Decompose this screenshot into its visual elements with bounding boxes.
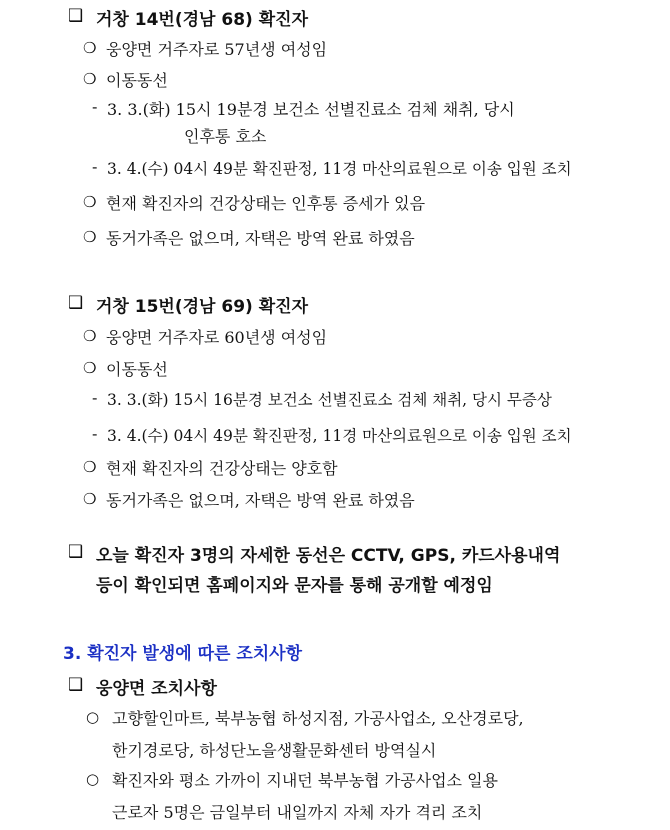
case14-residence: 웅양면 거주자로 57년생 여성임: [106, 40, 328, 59]
notice-line-1: 오늘 확진자 3명의 자세한 동선은 CCTV, GPS, 카드사용내역: [96, 546, 561, 566]
circle-bullet-icon: ❍: [83, 359, 97, 377]
section-3-item-1-line-1: 고향할인마트, 북부농협 하성지점, 가공사업소, 오산경로당,: [112, 709, 524, 728]
circle-bullet-icon: ❍: [83, 458, 97, 476]
circle-bullet-icon: ❍: [83, 70, 97, 88]
section-3-item-1-line-2: 한기경로당, 하성단노을생활문화센터 방역실시: [112, 741, 437, 760]
case15-title: 거창 15번(경남 69) 확진자: [96, 297, 308, 317]
open-circle-bullet-icon: ○: [86, 708, 100, 726]
section-3-item-2-line-2: 근로자 5명은 금일부터 내일까지 자체 자가 격리 조치: [112, 803, 483, 822]
case14-route-1-cont: 인후통 호소: [184, 127, 267, 146]
section-3-subtitle: 웅양면 조치사항: [96, 679, 217, 699]
section-3-title: 3. 확진자 발생에 따른 조치사항: [63, 644, 303, 664]
square-bullet-icon: ❑: [68, 6, 84, 26]
case15-route-2: 3. 4.(수) 04시 49분 확진판정, 11경 마산의료원으로 이송 입원 조치: [107, 427, 572, 445]
circle-bullet-icon: ❍: [83, 327, 97, 345]
case15-family: 동거가족은 없으며, 자택은 방역 완료 하였음: [106, 491, 415, 510]
dash-bullet: -: [92, 97, 98, 116]
section-3-item-2-line-1: 확진자와 평소 가까이 지내던 북부농협 가공사업소 일용: [112, 771, 499, 790]
dash-bullet: -: [92, 157, 98, 176]
case15-route-label: 이동동선: [106, 360, 168, 379]
circle-bullet-icon: ❍: [83, 490, 97, 508]
notice-line-2: 등이 확인되면 홈페이지와 문자를 통해 공개할 예정임: [96, 576, 493, 596]
case14-route-1: 3. 3.(화) 15시 19분경 보건소 선별진료소 검체 채취, 당시: [107, 100, 515, 119]
dash-bullet: -: [92, 388, 98, 407]
open-circle-bullet-icon: ○: [86, 770, 100, 788]
case14-route-label: 이동동선: [106, 71, 168, 90]
case14-health: 현재 확진자의 건강상태는 인후통 증세가 있음: [106, 194, 426, 213]
circle-bullet-icon: ❍: [83, 228, 97, 246]
case14-route-2: 3. 4.(수) 04시 49분 확진판정, 11경 마산의료원으로 이송 입원 조치: [107, 160, 572, 178]
case15-residence: 웅양면 거주자로 60년생 여성임: [106, 328, 328, 347]
case15-route-1: 3. 3.(화) 15시 16분경 보건소 선별진료소 검체 채취, 당시 무증상: [107, 391, 552, 409]
dash-bullet: -: [92, 424, 98, 443]
case14-title: 거창 14번(경남 68) 확진자: [96, 10, 308, 30]
square-bullet-icon: ❑: [68, 675, 84, 695]
square-bullet-icon: ❑: [68, 542, 84, 562]
square-bullet-icon: ❑: [68, 293, 84, 313]
circle-bullet-icon: ❍: [83, 39, 97, 57]
case14-family: 동거가족은 없으며, 자택은 방역 완료 하였음: [106, 229, 415, 248]
circle-bullet-icon: ❍: [83, 193, 97, 211]
case15-health: 현재 확진자의 건강상태는 양호함: [106, 459, 338, 478]
